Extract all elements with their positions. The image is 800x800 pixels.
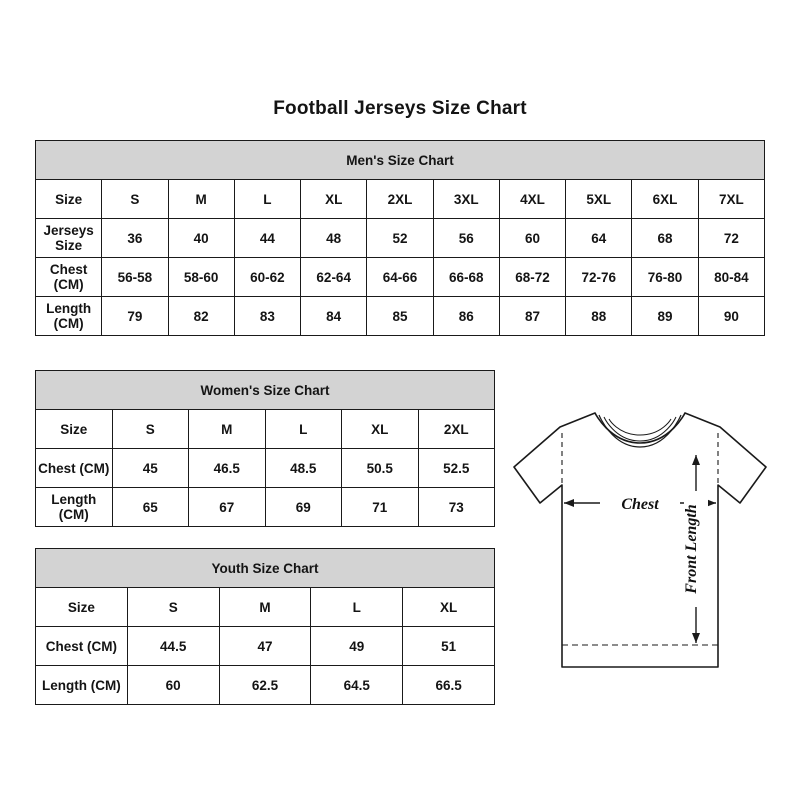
cell: 44.5 (127, 627, 219, 666)
row-label: Chest (CM) (36, 627, 128, 666)
cell: 64.5 (311, 666, 403, 705)
youth-size-chart-section (35, 548, 495, 705)
cell: 48.5 (265, 449, 342, 488)
cell: 46.5 (189, 449, 266, 488)
column-header-size: Size (36, 588, 128, 627)
cell: 50.5 (342, 449, 419, 488)
cell: 67 (189, 488, 266, 527)
cell: 69 (265, 488, 342, 527)
front-length-label: Front Length (683, 504, 700, 594)
row-label: Chest (CM) (36, 449, 113, 488)
column-header-xl: XL (301, 180, 367, 219)
cell: 52 (367, 219, 433, 258)
cell: 58-60 (168, 258, 234, 297)
youth-size-chart-table (35, 548, 495, 705)
table-row (36, 219, 765, 258)
cell: 62-64 (301, 258, 367, 297)
column-header-7xl: 7XL (698, 180, 764, 219)
cell: 40 (168, 219, 234, 258)
cell: 84 (301, 297, 367, 336)
cell: 68-72 (499, 258, 565, 297)
womens-size-chart-section (35, 370, 495, 527)
column-header-s: S (127, 588, 219, 627)
cell: 89 (632, 297, 698, 336)
column-header-l: L (311, 588, 403, 627)
cell: 56-58 (102, 258, 168, 297)
row-label: Length (CM) (36, 488, 113, 527)
cell: 65 (112, 488, 189, 527)
cell: 52.5 (418, 449, 495, 488)
cell: 48 (301, 219, 367, 258)
column-header-size: Size (36, 410, 113, 449)
table-row (36, 297, 765, 336)
cell: 80-84 (698, 258, 764, 297)
youth-table-title: Youth Size Chart (36, 549, 495, 588)
column-header-xl: XL (342, 410, 419, 449)
table-row (36, 588, 495, 627)
cell: 76-80 (632, 258, 698, 297)
column-header-5xl: 5XL (566, 180, 632, 219)
collar-inner2-icon (609, 419, 671, 435)
column-header-l: L (265, 410, 342, 449)
row-label: Chest (CM) (36, 258, 102, 297)
column-header-4xl: 4XL (499, 180, 565, 219)
cell: 64 (566, 219, 632, 258)
column-header-l: L (234, 180, 300, 219)
column-header-6xl: 6XL (632, 180, 698, 219)
cell: 56 (433, 219, 499, 258)
row-label: Length (CM) (36, 297, 102, 336)
column-header-s: S (112, 410, 189, 449)
cell: 86 (433, 297, 499, 336)
cell: 49 (311, 627, 403, 666)
womens-size-chart-table (35, 370, 495, 527)
cell: 64-66 (367, 258, 433, 297)
cell: 68 (632, 219, 698, 258)
shirt-outline-icon (514, 413, 766, 667)
cell: 71 (342, 488, 419, 527)
cell: 83 (234, 297, 300, 336)
row-label: Jerseys Size (36, 219, 102, 258)
table-row (36, 180, 765, 219)
cell: 85 (367, 297, 433, 336)
chest-label: Chest (621, 496, 659, 513)
cell: 87 (499, 297, 565, 336)
page-title: Football Jerseys Size Chart (273, 98, 527, 119)
cell: 66-68 (433, 258, 499, 297)
cell: 51 (403, 627, 495, 666)
table-header-row (36, 141, 765, 180)
mens-table-title: Men's Size Chart (36, 141, 765, 180)
row-label: Length (CM) (36, 666, 128, 705)
column-header-size: Size (36, 180, 102, 219)
cell: 72-76 (566, 258, 632, 297)
cell: 88 (566, 297, 632, 336)
tshirt-measurement-diagram (500, 395, 780, 695)
column-header-xl: XL (403, 588, 495, 627)
table-row (36, 258, 765, 297)
cell: 73 (418, 488, 495, 527)
column-header-m: M (219, 588, 311, 627)
cell: 36 (102, 219, 168, 258)
cell: 44 (234, 219, 300, 258)
table-row (36, 627, 495, 666)
cell: 79 (102, 297, 168, 336)
table-header-row (36, 549, 495, 588)
cell: 66.5 (403, 666, 495, 705)
table-header-row (36, 371, 495, 410)
cell: 60 (499, 219, 565, 258)
mens-size-chart-table (35, 140, 765, 336)
column-header-3xl: 3XL (433, 180, 499, 219)
mens-size-chart-section (35, 140, 765, 336)
cell: 60-62 (234, 258, 300, 297)
table-row (36, 488, 495, 527)
table-row (36, 666, 495, 705)
table-row (36, 449, 495, 488)
cell: 72 (698, 219, 764, 258)
column-header-m: M (168, 180, 234, 219)
column-header-s: S (102, 180, 168, 219)
column-header-2xl: 2XL (418, 410, 495, 449)
cell: 62.5 (219, 666, 311, 705)
cell: 90 (698, 297, 764, 336)
column-header-m: M (189, 410, 266, 449)
cell: 60 (127, 666, 219, 705)
cell: 45 (112, 449, 189, 488)
cell: 47 (219, 627, 311, 666)
table-row (36, 410, 495, 449)
cell: 82 (168, 297, 234, 336)
column-header-2xl: 2XL (367, 180, 433, 219)
womens-table-title: Women's Size Chart (36, 371, 495, 410)
